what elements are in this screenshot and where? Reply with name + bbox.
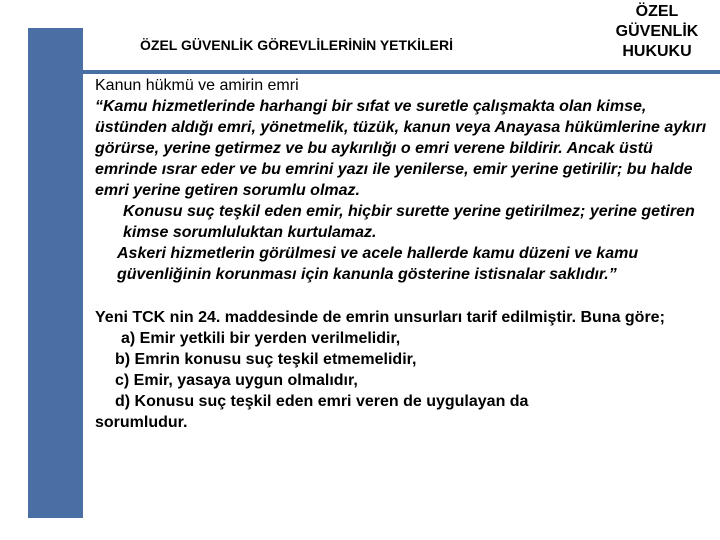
section-title-line-2: GÜVENLİK bbox=[615, 23, 699, 40]
slide-content bbox=[95, 75, 710, 433]
quote-paragraph-1: “Kamu hizmetlerinde harhangi bir sıfat ve suretle çalışmakta olan kimse, üstünden aldığı emri, yönetmelik, tüzük, kanun veya Anayasa hükümlerine aykırı görürse, yerine getirmez ve bu aykırılığı o emri verene bildirir. Ancak üstü emrinde ısrar eder ve bu emrini yazı ile yenilerse, emir yerine getirilir; bu halde emri yerine getiren sorumlu olmaz. bbox=[95, 98, 707, 199]
quote-paragraph-3: Askeri hizmetlerin görülmesi ve acele hallerde kamu düzeni ve kamu güvenliğinin korunması için kanunla gösterine istisnalar saklıdır.” bbox=[117, 245, 639, 283]
tck-intro: Yeni TCK nin 24. maddesinde de emrin unsurları tarif edilmiştir. Buna göre; bbox=[95, 309, 665, 326]
list-item-a: a) Emir yetkili bir yerden verilmelidir, bbox=[121, 330, 401, 347]
list-tail: sorumludur. bbox=[95, 414, 188, 431]
section-title-box bbox=[597, 2, 717, 62]
quote-paragraph-2: Konusu suç teşkil eden emir, hiçbir surette yerine getirilmez; yerine getiren kimse sorumluluktan kurtulamaz. bbox=[123, 203, 695, 241]
list-item-c: c) Emir, yasaya uygun olmalıdır, bbox=[115, 372, 358, 389]
left-accent-bar bbox=[28, 28, 83, 518]
list-item-d: d) Konusu suç teşkil eden emri veren de uygulayan da bbox=[115, 393, 529, 410]
paragraph-spacer bbox=[95, 285, 710, 307]
section-title-line-3: HUKUKU bbox=[622, 43, 692, 60]
intro-heading: Kanun hükmü ve amirin emri bbox=[95, 77, 299, 94]
list-item-b: b) Emrin konusu suç teşkil etmemelidir, bbox=[115, 351, 417, 368]
slide-title: ÖZEL GÜVENLİK GÖREVLİLERİNİN YETKİLERİ bbox=[140, 37, 453, 53]
section-title-line-1: ÖZEL bbox=[635, 3, 679, 20]
header-divider bbox=[83, 70, 720, 74]
